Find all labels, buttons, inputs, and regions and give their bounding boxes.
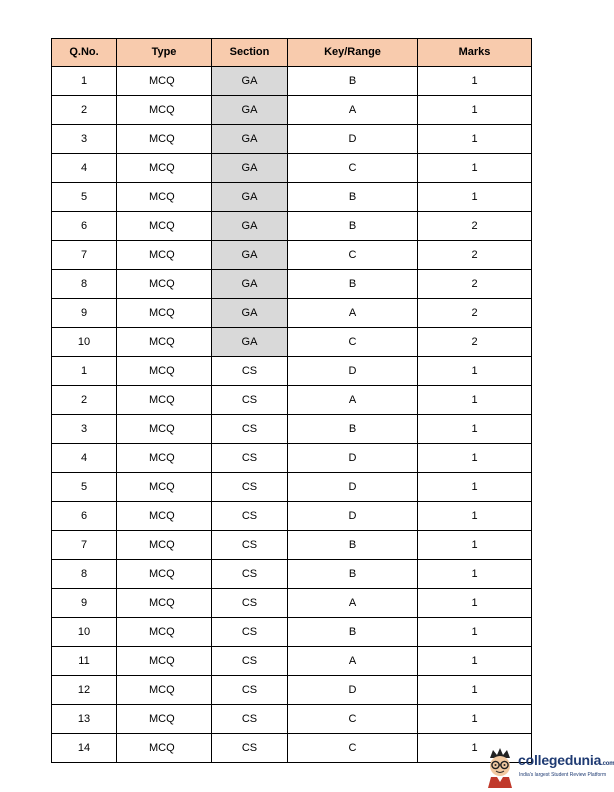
key-cell: D [288, 357, 418, 386]
section-cell: CS [212, 676, 288, 705]
section-cell: CS [212, 415, 288, 444]
marks-cell: 1 [418, 589, 532, 618]
marks-cell: 1 [418, 618, 532, 647]
qno-cell: 4 [52, 154, 117, 183]
header-key-range: Key/Range [288, 39, 418, 67]
type-cell: MCQ [117, 705, 212, 734]
table-row [52, 618, 532, 647]
type-cell: MCQ [117, 299, 212, 328]
qno-cell: 1 [52, 67, 117, 96]
table-row [52, 125, 532, 154]
qno-cell: 6 [52, 502, 117, 531]
marks-cell: 2 [418, 212, 532, 241]
marks-cell: 1 [418, 415, 532, 444]
qno-cell: 9 [52, 299, 117, 328]
section-cell: GA [212, 299, 288, 328]
table-row [52, 386, 532, 415]
key-cell: C [288, 241, 418, 270]
qno-cell: 13 [52, 705, 117, 734]
qno-cell: 10 [52, 618, 117, 647]
marks-cell: 1 [418, 473, 532, 502]
type-cell: MCQ [117, 67, 212, 96]
section-cell: CS [212, 705, 288, 734]
header-qno: Q.No. [52, 39, 117, 67]
section-cell: GA [212, 96, 288, 125]
marks-cell: 2 [418, 328, 532, 357]
key-cell: B [288, 618, 418, 647]
marks-cell: 1 [418, 676, 532, 705]
type-cell: MCQ [117, 241, 212, 270]
key-cell: D [288, 444, 418, 473]
table-body [52, 67, 532, 763]
marks-cell: 1 [418, 386, 532, 415]
qno-cell: 1 [52, 357, 117, 386]
type-cell: MCQ [117, 328, 212, 357]
qno-cell: 5 [52, 183, 117, 212]
table-row [52, 734, 532, 763]
section-cell: CS [212, 560, 288, 589]
qno-cell: 3 [52, 125, 117, 154]
table-row [52, 647, 532, 676]
marks-cell: 2 [418, 270, 532, 299]
key-cell: A [288, 96, 418, 125]
section-cell: CS [212, 473, 288, 502]
key-cell: C [288, 328, 418, 357]
marks-cell: 1 [418, 531, 532, 560]
brand-tagline: India's largest Student Review Platform [519, 772, 607, 778]
qno-cell: 3 [52, 415, 117, 444]
key-cell: D [288, 473, 418, 502]
qno-cell: 8 [52, 270, 117, 299]
section-cell: GA [212, 328, 288, 357]
table-row [52, 444, 532, 473]
marks-cell: 1 [418, 96, 532, 125]
qno-cell: 8 [52, 560, 117, 589]
key-cell: B [288, 531, 418, 560]
marks-cell: 1 [418, 125, 532, 154]
marks-cell: 1 [418, 560, 532, 589]
marks-cell: 1 [418, 444, 532, 473]
type-cell: MCQ [117, 96, 212, 125]
key-cell: A [288, 386, 418, 415]
section-cell: GA [212, 154, 288, 183]
table-row [52, 531, 532, 560]
section-cell: GA [212, 241, 288, 270]
section-cell: GA [212, 270, 288, 299]
type-cell: MCQ [117, 270, 212, 299]
type-cell: MCQ [117, 531, 212, 560]
marks-cell: 1 [418, 357, 532, 386]
header-section: Section [212, 39, 288, 67]
type-cell: MCQ [117, 560, 212, 589]
key-cell: D [288, 125, 418, 154]
marks-cell: 1 [418, 705, 532, 734]
type-cell: MCQ [117, 676, 212, 705]
key-cell: C [288, 154, 418, 183]
type-cell: MCQ [117, 502, 212, 531]
marks-cell: 1 [418, 67, 532, 96]
qno-cell: 9 [52, 589, 117, 618]
table-row [52, 357, 532, 386]
key-cell: D [288, 676, 418, 705]
section-cell: CS [212, 357, 288, 386]
key-cell: A [288, 647, 418, 676]
table-row [52, 183, 532, 212]
table-row [52, 96, 532, 125]
key-cell: A [288, 299, 418, 328]
key-cell: C [288, 705, 418, 734]
key-cell: A [288, 589, 418, 618]
section-cell: CS [212, 444, 288, 473]
table-row [52, 589, 532, 618]
marks-cell: 1 [418, 183, 532, 212]
table-row [52, 705, 532, 734]
marks-cell: 2 [418, 299, 532, 328]
qno-cell: 2 [52, 386, 117, 415]
mascot-icon [484, 746, 516, 788]
type-cell: MCQ [117, 415, 212, 444]
section-cell: GA [212, 212, 288, 241]
brand-text: collegedunia [518, 752, 602, 768]
type-cell: MCQ [117, 473, 212, 502]
key-cell: B [288, 270, 418, 299]
collegedunia-logo [484, 746, 614, 788]
type-cell: MCQ [117, 618, 212, 647]
section-cell: CS [212, 589, 288, 618]
key-cell: B [288, 212, 418, 241]
section-cell: CS [212, 502, 288, 531]
section-cell: CS [212, 734, 288, 763]
table-row [52, 270, 532, 299]
table-row [52, 560, 532, 589]
qno-cell: 4 [52, 444, 117, 473]
marks-cell: 1 [418, 734, 532, 763]
type-cell: MCQ [117, 444, 212, 473]
qno-cell: 10 [52, 328, 117, 357]
type-cell: MCQ [117, 357, 212, 386]
type-cell: MCQ [117, 154, 212, 183]
header-marks: Marks [418, 39, 532, 67]
qno-cell: 5 [52, 473, 117, 502]
key-cell: B [288, 183, 418, 212]
section-cell: GA [212, 67, 288, 96]
section-cell: CS [212, 386, 288, 415]
key-cell: B [288, 415, 418, 444]
type-cell: MCQ [117, 647, 212, 676]
type-cell: MCQ [117, 183, 212, 212]
brand-suffix: .com [601, 761, 614, 767]
qno-cell: 14 [52, 734, 117, 763]
table-header-row [52, 39, 532, 67]
table-row [52, 502, 532, 531]
table-row [52, 212, 532, 241]
qno-cell: 11 [52, 647, 117, 676]
type-cell: MCQ [117, 125, 212, 154]
qno-cell: 6 [52, 212, 117, 241]
type-cell: MCQ [117, 734, 212, 763]
section-cell: GA [212, 125, 288, 154]
table-row [52, 241, 532, 270]
table-row [52, 676, 532, 705]
table-row [52, 299, 532, 328]
qno-cell: 2 [52, 96, 117, 125]
table-row [52, 415, 532, 444]
section-cell: CS [212, 531, 288, 560]
key-cell: D [288, 502, 418, 531]
key-cell: B [288, 560, 418, 589]
qno-cell: 7 [52, 241, 117, 270]
table-row [52, 154, 532, 183]
marks-cell: 1 [418, 154, 532, 183]
marks-cell: 1 [418, 647, 532, 676]
brand-name [518, 752, 614, 768]
header-type: Type [117, 39, 212, 67]
qno-cell: 12 [52, 676, 117, 705]
table-row [52, 67, 532, 96]
key-cell: B [288, 67, 418, 96]
type-cell: MCQ [117, 212, 212, 241]
table-row [52, 328, 532, 357]
marks-cell: 1 [418, 502, 532, 531]
section-cell: CS [212, 618, 288, 647]
table-row [52, 473, 532, 502]
section-cell: GA [212, 183, 288, 212]
qno-cell: 7 [52, 531, 117, 560]
section-cell: CS [212, 647, 288, 676]
marks-cell: 2 [418, 241, 532, 270]
key-cell: C [288, 734, 418, 763]
type-cell: MCQ [117, 589, 212, 618]
type-cell: MCQ [117, 386, 212, 415]
answer-key-table [51, 38, 532, 763]
